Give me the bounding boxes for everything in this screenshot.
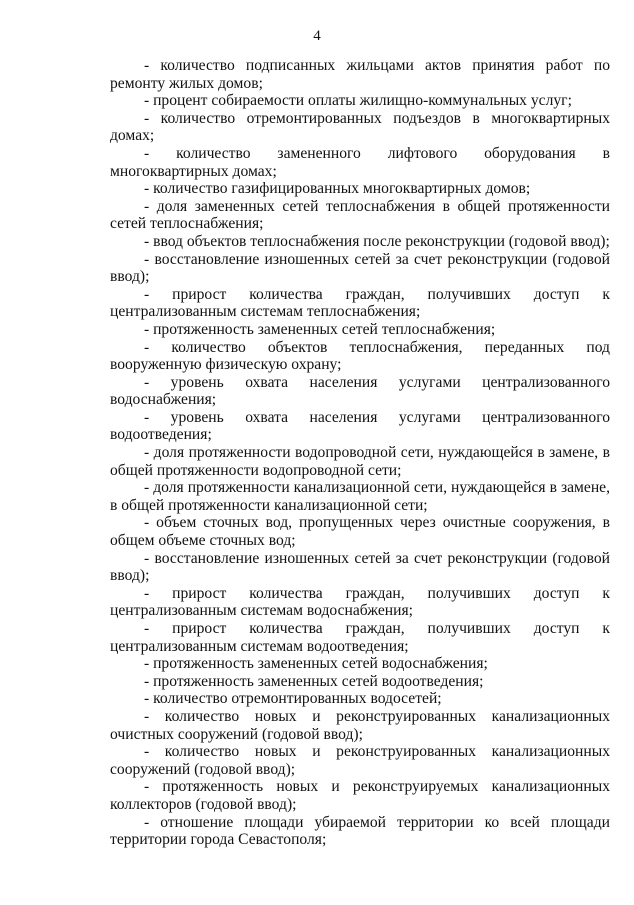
list-item: - количество отремонтированных водосетей; [144, 690, 442, 708]
list-item: - доля замененных сетей теплоснабжения в общей протяженности сетей теплоснабжения; [110, 197, 610, 233]
list-item: - протяженность замененных сетей водоснабжения; [144, 655, 488, 673]
list-item: - прирост количества граждан, получивших доступ к централизованным системам водоснабжения; [110, 584, 610, 620]
document-body [110, 57, 610, 849]
list-item: - количество подписанных жильцами актов принятия работ по ремонту жилых домов; [110, 57, 610, 92]
list-item: - доля протяженности водопроводной сети, нуждающейся в замене, в общей протяженности водопроводной сети; [110, 444, 610, 479]
list-item: - протяженность новых и реконструируемых канализационных коллекторов (годовой ввод); [110, 778, 610, 813]
list-item: - количество газифицированных многоквартирных домов; [144, 180, 531, 198]
list-item: - уровень охвата населения услугами централизованного водоснабжения; [110, 373, 610, 409]
list-item: - количество новых и реконструированных канализационных сооружений (годовой ввод); [110, 743, 610, 778]
list-item: - объем сточных вод, пропущенных через очистные сооружения, в общем объеме сточных вод; [110, 514, 610, 550]
list-item: - протяженность замененных сетей водоотведения; [144, 672, 484, 690]
list-item: - прирост количества граждан, получивших доступ к централизованным системам теплоснабжения; [110, 285, 610, 321]
list-item: - прирост количества граждан, получивших доступ к централизованным системам водоотведения; [110, 620, 610, 655]
list-item: - протяженность замененных сетей теплоснабжения; [144, 320, 496, 338]
list-item: - уровень охвата населения услугами централизованного водоотведения; [110, 408, 610, 444]
list-item: - процент собираемости оплаты жилищно-коммунальных услуг; [144, 92, 572, 110]
list-item: - количество объектов теплоснабжения, переданных под вооруженную физическую охрану; [110, 338, 610, 374]
list-item: - количество отремонтированных подъездов в многоквартирных домах; [110, 109, 610, 145]
list-item: - отношение площади убираемой территории ко всей площади территории города Севастополя; [110, 813, 610, 849]
list-item: - количество новых и реконструированных канализационных очистных сооружений (годовой ввод); [110, 707, 610, 743]
list-item: - ввод объектов теплоснабжения после реконструкции (годовой ввод); [144, 232, 610, 250]
list-item: - восстановление изношенных сетей за счет реконструкции (годовой ввод); [110, 549, 610, 585]
page-number: 4 [313, 28, 321, 44]
list-item: - доля протяженности канализационной сети, нуждающейся в замене, в общей протяженности канализационной сети; [110, 479, 610, 514]
list-item: - количество замененного лифтового оборудования в многоквартирных домах; [110, 144, 610, 180]
list-item: - восстановление изношенных сетей за счет реконструкции (годовой ввод); [110, 250, 610, 286]
